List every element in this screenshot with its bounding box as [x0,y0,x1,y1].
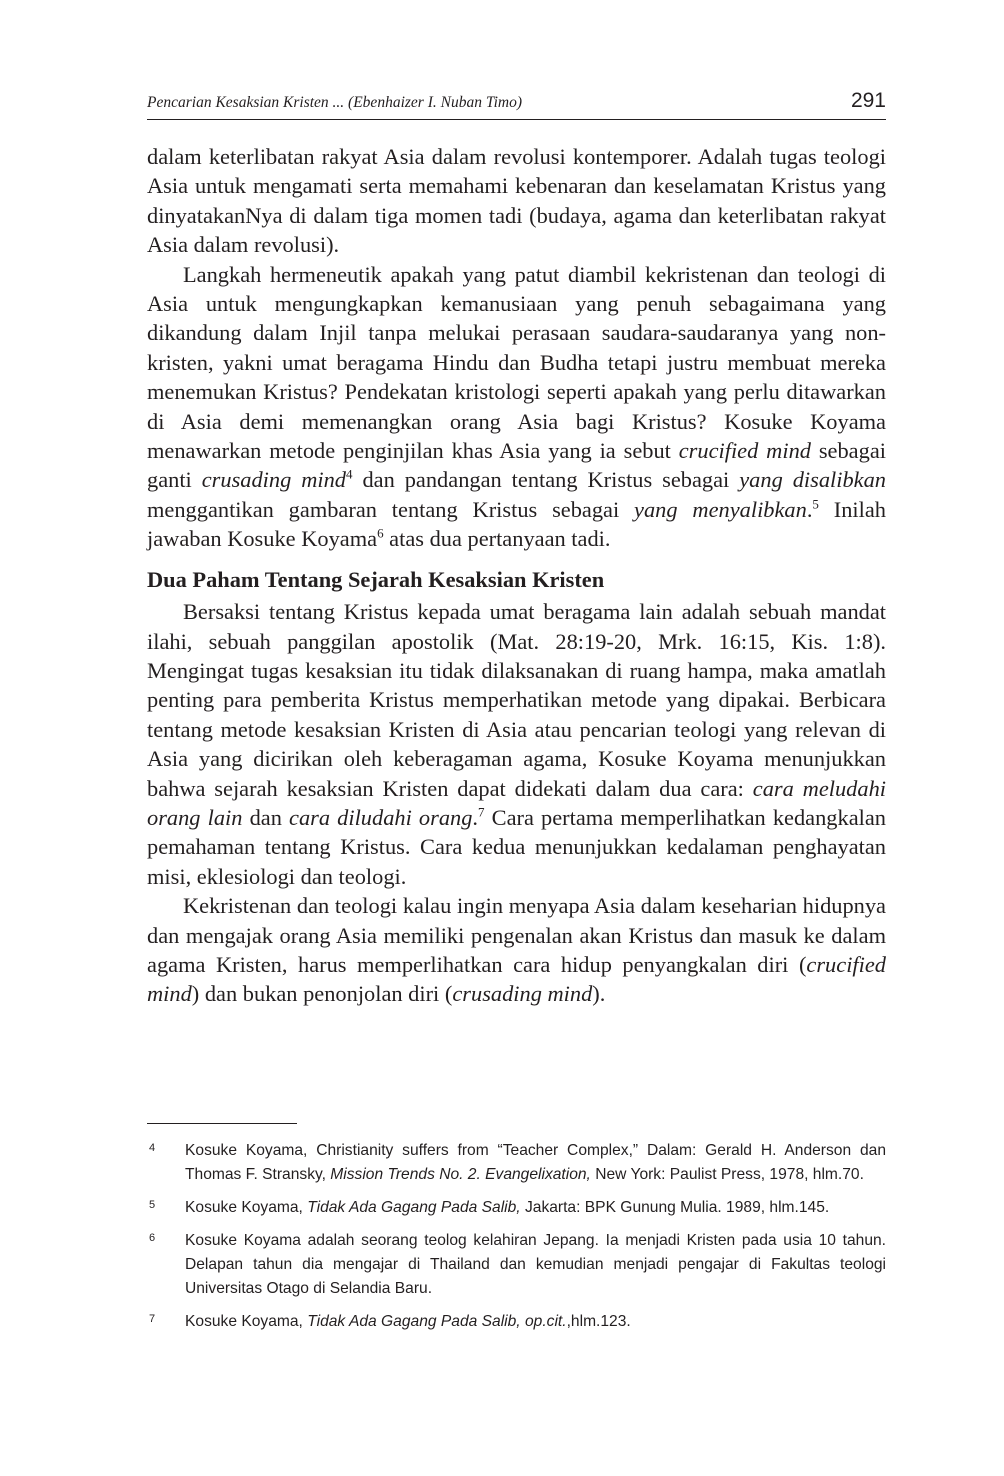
footnote-ref-7[interactable]: 7 [478,804,485,820]
running-header [147,91,886,120]
body-text [147,142,886,1009]
running-title: Pencarian Kesaksian Kristen ... (Ebenhaizer I. Nuban Timo) [147,94,522,111]
paragraph-1: dalam keterlibatan rakyat Asia dalam revolusi kontemporer. Adalah tugas teologi Asia untuk mengamati serta memahami kebenaran dan keselamatan Kristus yang dinyatakanNya di dalam tiga momen tadi (budaya, agama dan keterlibatan rakyat Asia dalam revolusi). [147,144,886,258]
footnote-divider [147,1123,297,1124]
footnote-number: 4 [149,1142,156,1154]
footnote-ref-4[interactable]: 4 [346,467,353,482]
footnote-number: 5 [149,1199,156,1211]
page-number: 291 [850,89,886,112]
paragraph-2: Langkah hermeneutik apakah yang patut diambil kekristenan dan teologi di Asia untuk mengungkapkan kemanusiaan yang penuh sebagaimana yang dikandung dalam Injil tanpa melukai perasaan saudara-saudaranya yang non-kristen, yakni umat beragama Hindu dan Budha tetapi justru membuat mereka menemukan Kristus? Pendekatan kristologi seperti apakah yang perlu ditawarkan di Asia demi memenangkan orang Asia bagi Kristus? Kosuke Koyama menawarkan metode penginjilan khas Asia yang ia sebut crucified mind sebagai ganti crusading mind$^4$ dan pandangan tentang Kristus sebagai yang disalibkan menggantikan gambaran tentang Kristus sebagai yang menyalibkan.$^5$ Inilah jawaban Kosuke Koyama$^6$ atas dua pertanyaan tadi. [147,261,886,552]
footnote-6: 6 Kosuke Koyama adalah seorang teolog kelahiran Jepang. Ia menjadi Kristen pada usia 10 tahun. Delapan tahun dia mengajar di Thailand dan kemudian menjadi pengajar di Fakultas teologi Universitas Otago di Selandia Baru. [147,1229,886,1301]
footnote-5: 5 Kosuke Koyama, Tidak Ada Gagang Pada Salib, Jakarta: BPK Gunung Mulia. 1989, hlm.145. [147,1196,886,1220]
footnotes [147,1139,886,1343]
footnote-7: 7 Kosuke Koyama, Tidak Ada Gagang Pada Salib, op.cit.,hlm.123. [147,1310,886,1334]
paragraph-4: Kekristenan dan teologi kalau ingin menyapa Asia dalam keseharian hidupnya dan mengajak orang Asia memiliki pengenalan akan Kristus dan masuk ke dalam agama Kristen, harus memperlihatkan cara hidup penyangkalan diri (crucified mind) dan bukan penonjolan diri (crusading mind). [147,893,886,1007]
section-heading: Dua Paham Tentang Sejarah Kesaksian Kristen [147,566,605,592]
footnote-ref-6[interactable]: 6 [377,525,384,541]
footnote-4: 4 Kosuke Koyama, Christianity suffers from “Teacher Complex,” Dalam: Gerald H. Anderson dan Thomas F. Stransky, Mission Trends No. 2. Evangelixation, New York: Paulist Press, 1978, hlm.70. [147,1139,886,1187]
paragraph-3: Bersaksi tentang Kristus kepada umat beragama lain adalah sebuah mandat ilahi, sebuah panggilan apostolik (Mat. 28:19-20, Mrk. 16:15, Kis. 1:8). Mengingat tugas kesaksian itu tidak dilaksanakan di ruang hampa, maka amatlah penting para pemberita Kristus memperhatikan metode yang dipakai. Berbicara tentang metode kesaksian Kristen di Asia atau pencarian teologi yang relevan di Asia yang dicirikan oleh keberagaman agama, Kosuke Koyama menunjukkan bahwa sejarah kesaksian Kristen dapat didekati dalam dua cara: cara meludahi orang lain dan cara diludahi orang.$^7$ Cara pertama memperlihatkan kedangkalan pemahaman tentang Kristus. Cara kedua menunjukkan kedalaman penghayatan misi, eklesiologi dan teologi. [147,599,886,889]
footnote-number: 6 [149,1232,156,1244]
footnote-ref-5[interactable]: 5 [812,496,819,512]
footnote-number: 7 [149,1313,156,1325]
